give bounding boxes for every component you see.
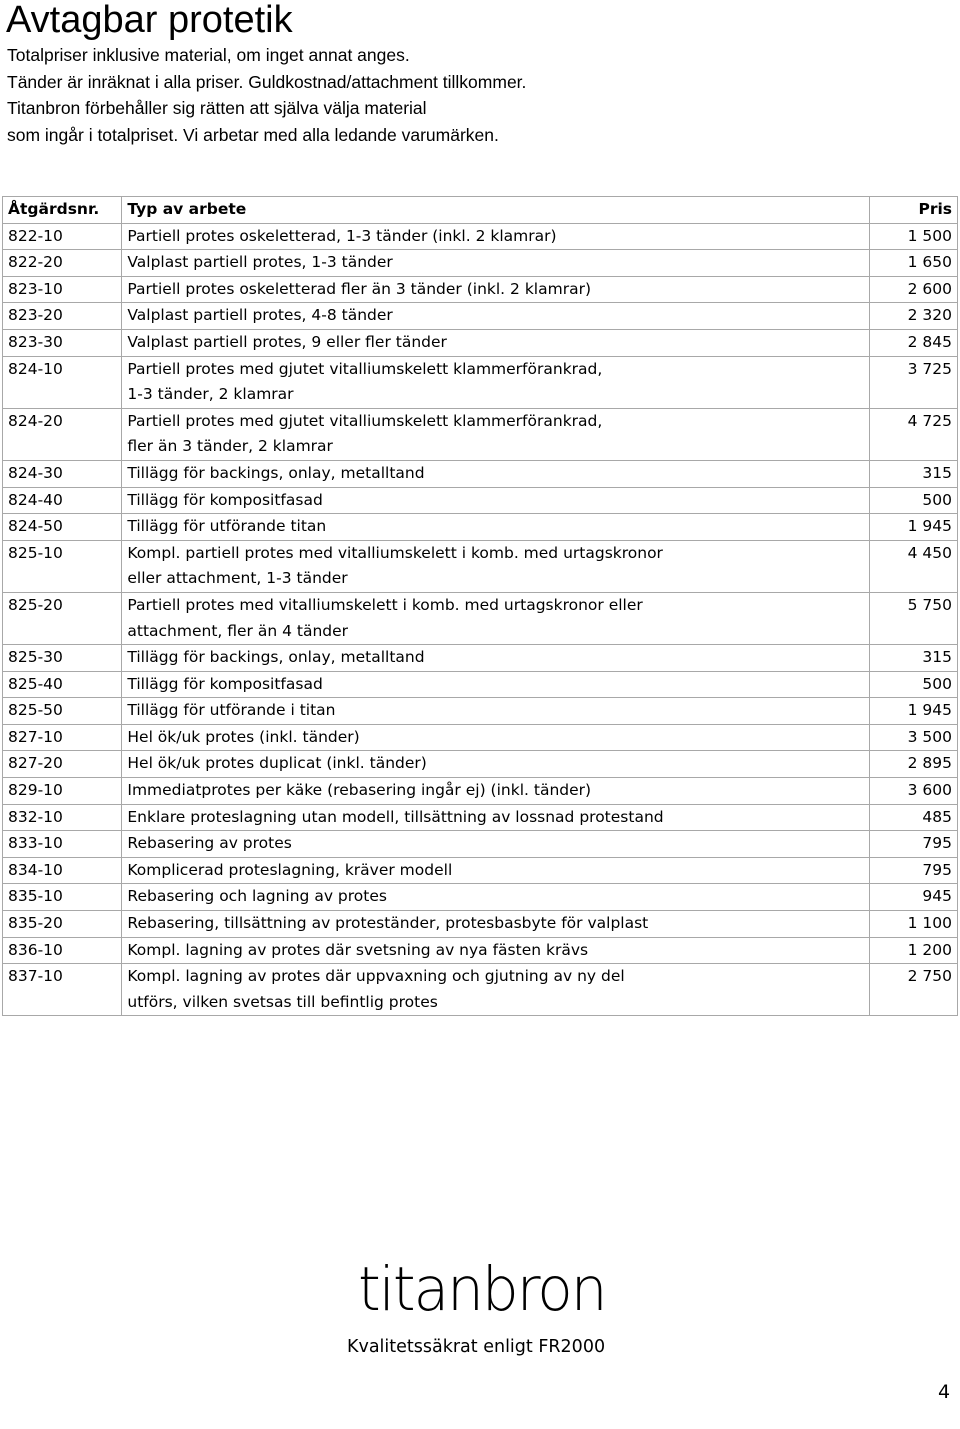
row-code: 823-10 bbox=[3, 276, 122, 303]
row-description-line: attachment, fler än 4 tänder bbox=[127, 621, 349, 640]
row-description bbox=[122, 804, 869, 831]
row-description-line: Partiell protes med gjutet vitalliumskelett klammerförankrad, bbox=[127, 411, 603, 430]
table-row bbox=[3, 356, 958, 408]
row-code: 822-10 bbox=[3, 223, 122, 250]
row-price: 315 bbox=[869, 460, 957, 487]
row-code: 825-40 bbox=[3, 671, 122, 698]
row-price: 1 200 bbox=[869, 937, 957, 964]
row-description-line: Valplast partiell protes, 9 eller fler tänder bbox=[127, 332, 447, 351]
row-price: 500 bbox=[869, 671, 957, 698]
row-price: 315 bbox=[869, 645, 957, 672]
table-body bbox=[3, 223, 958, 1016]
row-description-line: Kompl. partiell protes med vitalliumskelett i komb. med urtagskronor bbox=[127, 543, 663, 562]
intro-line: Tänder är inräknat i alla priser. Guldkostnad/attachment tillkommer. bbox=[7, 71, 527, 92]
table-row bbox=[3, 303, 958, 330]
table-row bbox=[3, 884, 958, 911]
row-description-line: Partiell protes med gjutet vitalliumskelett klammerförankrad, bbox=[127, 359, 603, 378]
row-code: 832-10 bbox=[3, 804, 122, 831]
row-description-line: Valplast partiell protes, 1-3 tänder bbox=[127, 253, 393, 272]
row-description-line: Tillägg för utförande i titan bbox=[127, 701, 336, 720]
row-description-line: Tillägg för backings, onlay, metalltand bbox=[127, 463, 425, 482]
table-row bbox=[3, 592, 958, 644]
row-description-line: fler än 3 tänder, 2 klamrar bbox=[127, 437, 333, 456]
header-code: Åtgärdsnr. bbox=[3, 197, 122, 224]
row-price: 2 320 bbox=[869, 303, 957, 330]
row-code: 834-10 bbox=[3, 857, 122, 884]
row-description bbox=[122, 724, 869, 751]
table-row bbox=[3, 937, 958, 964]
row-price: 2 845 bbox=[869, 329, 957, 356]
table-row bbox=[3, 671, 958, 698]
row-code: 827-10 bbox=[3, 724, 122, 751]
row-description bbox=[122, 540, 869, 592]
row-description bbox=[122, 460, 869, 487]
page-title: Avtagbar protetik bbox=[6, 0, 293, 41]
row-description-line: Enklare proteslagning utan modell, tillsättning av lossnad protestand bbox=[127, 807, 664, 826]
row-price: 3 500 bbox=[869, 724, 957, 751]
row-description bbox=[122, 408, 869, 460]
row-code: 823-20 bbox=[3, 303, 122, 330]
table-row bbox=[3, 276, 958, 303]
table-header-row bbox=[3, 197, 958, 224]
table-row bbox=[3, 540, 958, 592]
row-price: 4 450 bbox=[869, 540, 957, 592]
row-description bbox=[122, 329, 869, 356]
row-description bbox=[122, 857, 869, 884]
table-row bbox=[3, 408, 958, 460]
row-description-line: Valplast partiell protes, 4-8 tänder bbox=[127, 306, 393, 325]
row-code: 822-20 bbox=[3, 250, 122, 277]
table-row bbox=[3, 857, 958, 884]
row-code: 837-10 bbox=[3, 964, 122, 1016]
row-code: 824-40 bbox=[3, 487, 122, 514]
row-description-line: Hel ök/uk protes duplicat (inkl. tänder) bbox=[127, 754, 427, 773]
row-code: 827-20 bbox=[3, 751, 122, 778]
row-description-line: Partiell protes med vitalliumskelett i komb. med urtagskronor eller bbox=[127, 595, 643, 614]
row-code: 825-50 bbox=[3, 698, 122, 725]
row-price: 945 bbox=[869, 884, 957, 911]
row-description bbox=[122, 276, 869, 303]
row-price: 485 bbox=[869, 804, 957, 831]
row-code: 825-20 bbox=[3, 592, 122, 644]
row-description-line: utförs, vilken svetsas till befintlig protes bbox=[127, 992, 438, 1011]
row-description-line: Tillägg för kompositfasad bbox=[127, 674, 323, 693]
row-price: 795 bbox=[869, 831, 957, 858]
row-price: 3 600 bbox=[869, 778, 957, 805]
intro-line: som ingår i totalpriset. Vi arbetar med alla ledande varumärken. bbox=[7, 124, 499, 145]
titanbron-logo bbox=[358, 1252, 606, 1326]
row-description bbox=[122, 356, 869, 408]
row-price: 2 750 bbox=[869, 964, 957, 1016]
row-price: 1 100 bbox=[869, 911, 957, 938]
row-code: 833-10 bbox=[3, 831, 122, 858]
row-price: 1 500 bbox=[869, 223, 957, 250]
row-description bbox=[122, 487, 869, 514]
table-row bbox=[3, 645, 958, 672]
row-description-line: Komplicerad proteslagning, kräver modell bbox=[127, 860, 453, 879]
row-description bbox=[122, 671, 869, 698]
row-code: 823-30 bbox=[3, 329, 122, 356]
row-price: 795 bbox=[869, 857, 957, 884]
table-row bbox=[3, 751, 958, 778]
row-description-line: Partiell protes oskeletterad fler än 3 tänder (inkl. 2 klamrar) bbox=[127, 279, 591, 298]
row-description bbox=[122, 223, 869, 250]
table-row bbox=[3, 778, 958, 805]
row-description-line: Rebasering, tillsättning av proteständer, protesbasbyte för valplast bbox=[127, 914, 649, 933]
row-price: 5 750 bbox=[869, 592, 957, 644]
row-code: 835-10 bbox=[3, 884, 122, 911]
row-description bbox=[122, 592, 869, 644]
row-code: 824-20 bbox=[3, 408, 122, 460]
row-description bbox=[122, 884, 869, 911]
row-code: 824-10 bbox=[3, 356, 122, 408]
header-type: Typ av arbete bbox=[122, 197, 869, 224]
row-description bbox=[122, 778, 869, 805]
intro-text bbox=[7, 42, 767, 148]
row-price: 1 945 bbox=[869, 514, 957, 541]
row-description bbox=[122, 831, 869, 858]
row-description-line: eller attachment, 1-3 tänder bbox=[127, 569, 348, 588]
intro-line: Titanbron förbehåller sig rätten att själva välja material bbox=[7, 98, 427, 118]
row-code: 825-30 bbox=[3, 645, 122, 672]
table-row bbox=[3, 487, 958, 514]
row-description bbox=[122, 911, 869, 938]
row-description-line: Hel ök/uk protes (inkl. tänder) bbox=[127, 727, 360, 746]
row-code: 829-10 bbox=[3, 778, 122, 805]
row-price: 500 bbox=[869, 487, 957, 514]
row-description bbox=[122, 937, 869, 964]
row-description bbox=[122, 303, 869, 330]
row-description bbox=[122, 698, 869, 725]
table-row bbox=[3, 223, 958, 250]
row-description bbox=[122, 964, 869, 1016]
table-row bbox=[3, 250, 958, 277]
row-code: 835-20 bbox=[3, 911, 122, 938]
table-row bbox=[3, 831, 958, 858]
row-code: 836-10 bbox=[3, 937, 122, 964]
row-price: 4 725 bbox=[869, 408, 957, 460]
row-description-line: Kompl. lagning av protes där svetsning av nya fästen krävs bbox=[127, 940, 589, 959]
table-row bbox=[3, 804, 958, 831]
row-description-line: Partiell protes oskeletterad, 1-3 tänder (inkl. 2 klamrar) bbox=[127, 226, 557, 245]
price-table bbox=[2, 196, 958, 1016]
row-price: 3 725 bbox=[869, 356, 957, 408]
table-row bbox=[3, 698, 958, 725]
row-code: 824-50 bbox=[3, 514, 122, 541]
row-description-line: Tillägg för kompositfasad bbox=[127, 490, 323, 509]
intro-line: Totalpriser inklusive material, om inget annat anges. bbox=[7, 45, 410, 65]
table-row bbox=[3, 460, 958, 487]
row-description-line: Tillägg för backings, onlay, metalltand bbox=[127, 648, 425, 667]
row-code: 824-30 bbox=[3, 460, 122, 487]
certification-text: Kvalitetssäkrat enligt FR2000 bbox=[347, 1337, 606, 1357]
page-number: 4 bbox=[938, 1381, 951, 1403]
header-price: Pris bbox=[869, 197, 957, 224]
row-description bbox=[122, 645, 869, 672]
row-price: 2 600 bbox=[869, 276, 957, 303]
row-description-line: Rebasering av protes bbox=[127, 834, 292, 853]
table-row bbox=[3, 724, 958, 751]
logo-text: titanbron bbox=[358, 1253, 606, 1325]
row-description bbox=[122, 751, 869, 778]
row-description-line: 1-3 tänder, 2 klamrar bbox=[127, 385, 294, 404]
table-row bbox=[3, 329, 958, 356]
row-description bbox=[122, 250, 869, 277]
row-price: 1 650 bbox=[869, 250, 957, 277]
table-row bbox=[3, 911, 958, 938]
row-description-line: Kompl. lagning av protes där uppvaxning och gjutning av ny del bbox=[127, 967, 625, 986]
row-description-line: Immediatprotes per käke (rebasering ingår ej) (inkl. tänder) bbox=[127, 781, 592, 800]
row-code: 825-10 bbox=[3, 540, 122, 592]
row-price: 2 895 bbox=[869, 751, 957, 778]
row-description-line: Tillägg för utförande titan bbox=[127, 517, 327, 536]
row-description-line: Rebasering och lagning av protes bbox=[127, 887, 387, 906]
row-price: 1 945 bbox=[869, 698, 957, 725]
table-row bbox=[3, 964, 958, 1016]
row-description bbox=[122, 514, 869, 541]
table-row bbox=[3, 514, 958, 541]
